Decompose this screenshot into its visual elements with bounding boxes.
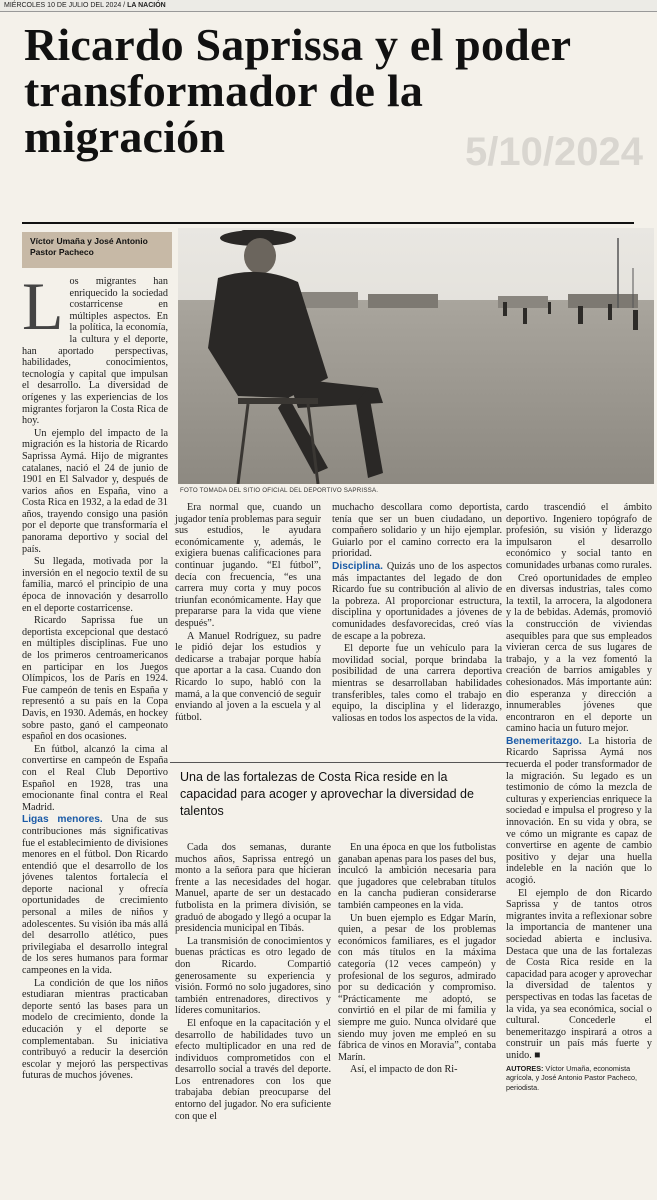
paragraph: Creó oportunidades de empleo en diversas industrias, tales como la textil, la arrocera, la algodonera y la de bebidas. Además, promovió la construcción de viviendas asequibles para que sus empleados vivieran cerca de sus lugares de trabajo, y a la vez fomentó la creación de barrios amigables y cohesionados. Más importante aún: dio esperanza y dirección a innumerables jóvenes que encontraron en el deporte un camino hacia un futuro mejor. bbox=[506, 572, 652, 735]
subhead: Disciplina. bbox=[332, 560, 383, 572]
subhead: Ligas menores. bbox=[22, 814, 103, 826]
paragraph: Un ejemplo del impacto de la migración es la historia de Ricardo Saprissa Aymá. Hijo de migrantes catalanes, nació el 24 de junio de 1901 en El Salvador y, después de varios años en España, vino a Costa Rica en 1932, a la edad de 31 años, trayendo consigo una pasión por el deporte que transformaría el panorama deportivo y social del país. bbox=[22, 427, 168, 555]
column-3-top bbox=[332, 502, 502, 725]
paragraph: La condición de que los niños estudiaran mientras practicaban deporte sentó las bases para un modelo de crecimiento, donde la educación y el deporte se complementaban. Su iniciativa contribuyó a reducir la deserción escolar y mejoró las perspectivas futuras de muchos jóvenes. bbox=[22, 977, 168, 1082]
paragraph: Benemeritazgo. La historia de Ricardo Saprissa Aymá nos recuerda el poder transformador de la migración. Su legado es un testimonio de cómo la mezcla de culturas y experiencias enriquece la sociedad e impulsa el progreso y la innovación. En su vida y obra, se ve cómo un migrante es capaz de convertirse en agente de cambio positivo y dejar una huella indeleble en la nación que lo acogió. bbox=[506, 735, 652, 886]
subhead: Benemeritazgo. bbox=[506, 735, 582, 747]
authors-label: AUTORES: bbox=[506, 1063, 544, 1073]
paragraph: El enfoque en la capacitación y el desarrollo de habilidades tuvo un efecto multiplicador en una red de individuos comprometidos con el desarrollo social a través del deporte. Los entrenadores con los que trabajaba debían preocuparse del entorno del jugador. No era suficiente con que el bbox=[175, 1017, 331, 1122]
paragraph: A Manuel Rodríguez, su padre le pidió dejar los estudios y dedicarse a trabajar porque había que aportar a la casa. Cuando don Ricardo lo supo, habló con la mamá, a la que convenció de seguir enviando al joven a la escuela y al fútbol. bbox=[175, 630, 321, 723]
byline: Víctor Umaña y José Antonio Pastor Pacheco bbox=[22, 232, 172, 268]
ghost-watermark: 5/10/2024 bbox=[465, 130, 643, 174]
photo-illustration bbox=[178, 228, 654, 484]
paragraph: En una época en que los futbolistas ganaban apenas para los pases del bus, inculcó la ambición necesaria para que jugadores que celebraban títulos en la cancha pudieran considerarse también campeones en la vida. bbox=[338, 842, 496, 911]
paragraph: El ejemplo de don Ricardo Saprissa y de tantos otros migrantes invita a reflexionar sobre la importancia de mantener una sociedad abierta e inclusiva. Destaca que una de las fortalezas de Costa Rica reside en la capacidad para acoger y aprovechar la diversidad de talentos y perspectivas en todas las facetas de la vida, ya sea económica, social o cultural. Concederle el benemeritazgo inspirará a otros a construir un país más fuerte y unido. ■ bbox=[506, 887, 652, 1061]
paragraph: En fútbol, alcanzó la cima al convertirse en campeón de España con el Real Club Deportivo Español en 1928, tras una emocionante final contra el Real Madrid. bbox=[22, 743, 168, 813]
title-rule bbox=[22, 222, 634, 224]
pull-quote: Una de las fortalezas de Costa Rica reside en la capacidad para acoger y aprovechar la diversidad de talentos bbox=[170, 762, 508, 834]
column-4 bbox=[506, 502, 652, 1092]
authors-note: AUTORES: Víctor Umaña, economista agrícola, y José Antonio Pastor Pacheco, periodista. bbox=[506, 1063, 638, 1092]
column-1 bbox=[22, 268, 168, 1083]
column-2-top bbox=[175, 502, 321, 724]
column-2-bottom bbox=[175, 842, 331, 1123]
header-date: MIÉRCOLES 10 DE JULIO DEL 2024 / bbox=[4, 2, 126, 9]
drop-cap: L bbox=[22, 268, 64, 344]
paragraph: Ricardo Saprissa fue un deportista excepcional que destacó en múltiples disciplinas. Fue uno de los primeros centroamericanos en participar en los Juegos Olímpicos, los de París en 1924. Fue campeón de tenis en España y representó a su país en la Copa Davis, en 1930. Además, en hockey sobre pasto, ganó el campeonato español en dos ocasiones. bbox=[22, 615, 168, 743]
paragraph: Era normal que, cuando un jugador tenía problemas para seguir sus estudios, le ayudara económicamente y, además, le exigiera buenas calificaciones para continuar jugando. “El fútbol”, decía con frecuencia, “es una carrera muy corta y muy pocos triunfan económicamente. Hay que prepararse para la vida que viene después”. bbox=[175, 502, 321, 629]
paragraph: Disciplina. Quizás uno de los aspectos más impactantes del legado de don Ricardo fue su contribución al alivio de la pobreza. Al proporcionar estructura, disciplina y oportunidades a jóvenes de comunidades desfavorecidas, creó vías de escape a la pobreza. bbox=[332, 560, 502, 642]
paragraph: Los migrantes han enriquecido la sociedad costarricense en múltiples aspectos. En la política, la economía, la cultura y el deporte, han aportado perspectivas, habilidades, conocimientos, tecnología y capital que impulsan el desarrollo. La diversidad de orígenes y las experiencias de los migrantes forjaron la Costa Rica de hoy. bbox=[22, 268, 168, 427]
paragraph: cardo trascendió el ámbito deportivo. Ingeniero topógrafo de profesión, su visión y liderazgo impulsaron el desarrollo económico y social tanto en comunidades urbanas como rurales. bbox=[506, 502, 652, 571]
article-photo bbox=[178, 228, 654, 484]
article-title: Ricardo Saprissa y el poder transformador de la migración bbox=[24, 19, 571, 162]
paragraph: La transmisión de conocimientos y buenas prácticas es otro legado de don Ricardo. Compartió generosamente su experiencia y visión. Formó no solo jugadores, sino también entrenadores, directivos y líderes comunitarios. bbox=[175, 935, 331, 1017]
paragraph: Así, el impacto de don Ri- bbox=[350, 1064, 458, 1076]
page-header bbox=[0, 0, 657, 12]
header-publication: LA NACIÓN bbox=[127, 2, 166, 9]
paragraph: El deporte fue un vehículo para la movilidad social, porque brindaba la posibilidad de una carrera deportiva mientras se desarrollaban habilidades transferibles, tales como el trabajo en equipo, la disciplina y el liderazgo, valiosas en todos los aspectos de la vida. bbox=[332, 643, 502, 724]
paragraph: Cada dos semanas, durante muchos años, Saprissa entregó un monto a la señora para que hicieran frente a las necesidades del hogar. Manuel, aparte de ser un destacado futbolista en la primera división, se graduó de abogado y llegó a ocupar la presidencia municipal en Tibás. bbox=[175, 842, 331, 935]
photo-caption: FOTO TOMADA DEL SITIO OFICIAL DEL DEPORTIVO SAPRISSA. bbox=[180, 487, 379, 494]
column-3-bottom bbox=[338, 842, 496, 1077]
paragraph: Su llegada, motivada por la inversión en el negocio textil de su familia, marcó el principio de una época de innovación y desarrollo en el deporte costarricense. bbox=[22, 556, 168, 614]
paragraph: muchacho descollara como deportista, tenía que ser un buen ciudadano, un compañero solidario y un hijo ejemplar. Guiarlo por el camino correcto era la prioridad. bbox=[332, 502, 502, 560]
paragraph: Un buen ejemplo es Edgar Marín, quien, a pesar de los problemas económicos familiares, es el jugador con más títulos en la máxima categoría (12 veces campeón) y profesional de los seguros, admirado por su dedicación y compromiso. “Prácticamente me adoptó, se convirtió en el pilar de mi familia y siempre me guio. Nunca olvidaré que siendo muy joven me empleó en su fábrica de vinos en Moravia”, contaba Marín. bbox=[338, 912, 496, 1063]
paragraph: Ligas menores. Una de sus contribuciones más significativas fue el establecimiento de divisiones menores en el fútbol. Don Ricardo entendió que el desarrollo de los jóvenes talentos fortalecía el deporte nacional y ofrecía oportunidades de crecimiento personal a miles de niños y adolescentes. Su visión iba más allá del desarrollo atlético, pues privilegiaba el desarrollo integral de los seres humanos para formar campeones en la vida. bbox=[22, 814, 168, 977]
